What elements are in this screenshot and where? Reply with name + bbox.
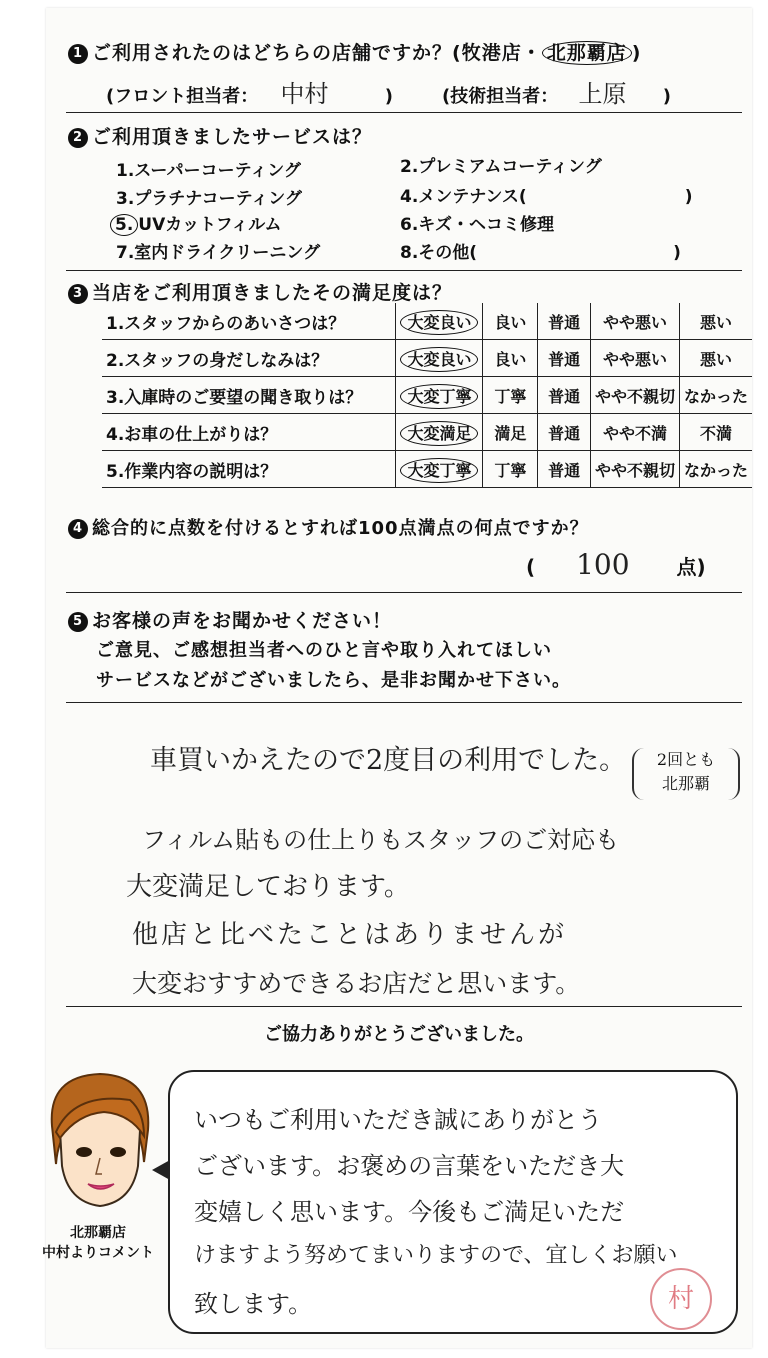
satisfaction-row xyxy=(102,377,752,414)
store-makiminato: 牧港店 xyxy=(461,42,522,64)
service-4-label: 4.メンテナンス( xyxy=(400,187,527,207)
tech-staff-close: ) xyxy=(662,86,672,107)
satisfaction-table xyxy=(102,303,752,488)
store-separator: ・ xyxy=(521,42,542,64)
row-label: 4.お車の仕上がりは？ xyxy=(102,414,396,451)
satisfaction-row xyxy=(102,303,752,340)
row-label: 5.作業内容の説明は？ xyxy=(102,451,396,488)
tech-staff-line xyxy=(442,74,671,109)
option: 悪い xyxy=(679,340,752,377)
satisfaction-row xyxy=(102,414,752,451)
comment-line-3: 大変満足しております。 xyxy=(126,872,410,902)
service-5-circle: 5. xyxy=(110,214,138,236)
front-staff-value: 中村 xyxy=(280,80,329,108)
tech-staff-label: (技術担当者： xyxy=(442,86,559,107)
score-open: ( xyxy=(526,555,536,579)
reply-line-5: 致します。 xyxy=(194,1290,313,1318)
divider xyxy=(66,270,742,271)
right-eye xyxy=(110,1147,126,1157)
comment-line-4: 他店と比べたことはありませんが xyxy=(132,920,568,950)
option-selected: 大変良い xyxy=(396,340,483,377)
side-note-line-2: 北那覇 xyxy=(661,774,710,793)
staff-caption-comment: 中村よりコメント xyxy=(42,1245,154,1261)
q2-number: 2 xyxy=(68,128,88,148)
comment-line-2: フィルム貼もの仕上りもスタッフのご対応も xyxy=(142,826,620,854)
service-5-label: UVカットフィルム xyxy=(138,215,282,235)
satisfaction-row xyxy=(102,451,752,488)
option: 満足 xyxy=(483,414,538,451)
front-staff-label: (フロント担当者： xyxy=(106,86,259,107)
tech-staff-value: 上原 xyxy=(578,80,627,108)
reply-line-4: けますよう努めてまいりますので、宜しくお願い xyxy=(194,1243,678,1268)
service-4-close: ) xyxy=(684,187,693,207)
option: 普通 xyxy=(538,414,591,451)
name-stamp: 村 xyxy=(650,1268,712,1330)
service-5-selected xyxy=(110,210,282,235)
score-line xyxy=(526,548,706,581)
q5-line-3: サービスなどがございましたら、是非お聞かせ下さい。 xyxy=(96,670,571,691)
option: 悪い xyxy=(679,303,752,340)
service-7: 7.室内ドライクリーニング xyxy=(116,243,321,263)
service-1: 1.スーパーコーティング xyxy=(116,161,301,181)
front-staff-close: ) xyxy=(384,86,394,107)
row-label: 1.スタッフからのあいさつは？ xyxy=(102,303,396,340)
q4-text: 総合的に点数を付けるとすれば100点満点の何点ですか？ xyxy=(92,518,589,539)
divider xyxy=(66,1006,742,1007)
option: 良い xyxy=(483,340,538,377)
score-unit: 点) xyxy=(676,555,706,579)
reply-line-1: いつもご利用いただき誠にありがとう xyxy=(194,1106,602,1134)
service-4 xyxy=(400,182,692,207)
q5-number: 5 xyxy=(68,612,88,632)
thanks-text: ご協力ありがとうございました。 xyxy=(264,1024,534,1045)
row-label: 2.スタッフの身だしなみは？ xyxy=(102,340,396,377)
option: なかった xyxy=(679,451,752,488)
q1-number: 1 xyxy=(68,44,88,64)
option: 普通 xyxy=(538,303,591,340)
option: やや悪い xyxy=(590,303,679,340)
option: やや不親切 xyxy=(590,451,679,488)
score-value: 100 xyxy=(576,548,630,581)
option-selected: 大変丁寧 xyxy=(396,451,483,488)
left-eye xyxy=(76,1147,92,1157)
service-3: 3.プラチナコーティング xyxy=(116,189,302,209)
option: 普通 xyxy=(538,377,591,414)
service-8-label: 8.その他( xyxy=(400,243,478,263)
q4-line xyxy=(68,514,589,540)
front-staff-line xyxy=(106,74,393,109)
staff-avatar-illustration xyxy=(34,1066,164,1216)
q2-text: ご利用頂きましたサービスは？ xyxy=(92,126,373,148)
comment-line-1: 車買いかえたので2度目の利用でした。 xyxy=(150,745,627,776)
option: 丁寧 xyxy=(483,451,538,488)
bubble-tail xyxy=(152,1160,170,1180)
reply-line-3: 変嬉しく思います。今後もご満足いただ xyxy=(194,1198,625,1226)
option: 普通 xyxy=(538,340,591,377)
q4-number: 4 xyxy=(68,519,88,539)
staff-caption-store: 北那覇店 xyxy=(70,1225,126,1241)
option: やや不親切 xyxy=(590,377,679,414)
q3-line xyxy=(68,278,452,305)
q3-number: 3 xyxy=(68,284,88,304)
service-8 xyxy=(400,238,681,263)
option-selected: 大変満足 xyxy=(396,414,483,451)
q5-line xyxy=(68,606,392,633)
divider xyxy=(66,702,742,703)
option-selected: 大変良い xyxy=(396,303,483,340)
q5-text: お客様の声をお聞かせください！ xyxy=(92,610,393,632)
option: 丁寧 xyxy=(483,377,538,414)
side-note-line-1: 2回とも xyxy=(656,750,716,769)
service-6: 6.キズ・ヘコミ修理 xyxy=(400,215,554,235)
q1-text: ご利用されたのはどちらの店舗ですか？( xyxy=(92,42,462,64)
option: なかった xyxy=(679,377,752,414)
reply-line-2: ございます。お褒めの言葉をいただき大 xyxy=(194,1152,625,1180)
q2-line xyxy=(68,122,372,149)
q1-line xyxy=(68,38,641,65)
service-8-close: ) xyxy=(673,243,681,263)
q3-text: 当店をご利用頂きましたその満足度は？ xyxy=(92,282,453,304)
option: やや悪い xyxy=(590,340,679,377)
divider xyxy=(66,112,742,113)
option: 不満 xyxy=(679,414,752,451)
option: 良い xyxy=(483,303,538,340)
store-kitanaha-selected: 北那覇店 xyxy=(542,41,632,65)
comment-side-note xyxy=(632,748,740,800)
option: 普通 xyxy=(538,451,591,488)
option-selected: 大変丁寧 xyxy=(396,377,483,414)
satisfaction-row xyxy=(102,340,752,377)
service-2: 2.プレミアムコーティング xyxy=(400,157,602,177)
divider xyxy=(66,592,742,593)
option: やや不満 xyxy=(590,414,679,451)
q5-line-2: ご意見、ご感想担当者へのひと言や取り入れてほしい xyxy=(96,640,552,661)
q1-close: ) xyxy=(631,42,642,64)
comment-line-5: 大変おすすめできるお店だと思います。 xyxy=(132,969,581,998)
row-label: 3.入庫時のご要望の聞き取りは？ xyxy=(102,377,396,414)
